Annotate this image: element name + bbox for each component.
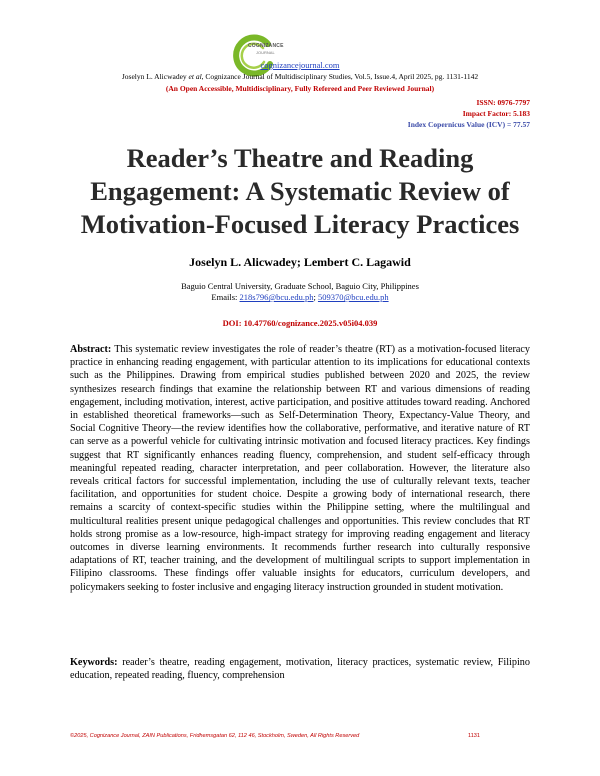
- email-link-2[interactable]: 509370@bcu.edu.ph: [317, 292, 389, 302]
- abstract-text: This systematic review investigates the role of reader’s theatre (RT) as a motivation-focused literacy practice in enhancing reading engagement, with particular attention to its implications for educational contexts such as the Philippines. Drawing from empirical studies published between 2020 and 2025, the review synthesizes research findings that examine the relationship between RT and various dimensions of reading engagement, including motivation, interest, active participation, and positive attitudes toward reading. Anchored in established theoretical frameworks—such as Self-Determination Theory, Expectancy-Value Theory, and Social Cognitive Theory—the review identifies how the collaborative, performative, and iterative nature of RT can serve as a powerful vehicle for cultivating intrinsic motivation and focused literacy practices. Key findings suggest that RT significantly enhances reading fluency, comprehension, and student self-efficacy through meaningful repeated reading, character interpretation, and peer collaboration. However, the literature also reveals critical factors for successful implementation, including the use of culturally relevant texts, teacher facilitation, and opportunities for student choice. Despite a growing body of international research, there remains a scarcity of context-specific studies within the Philippine setting, where the multilingual and multicultural realities present unique pedagogical challenges and opportunities. This review concludes that RT holds strong promise as a low-resource, high-impact strategy for improving reading engagement and literacy outcomes in diverse learning environments. It recommends further research into culturally responsive adaptations of RT, teacher training, and the development of multilingual scripts to support implementation in Filipino classrooms. These findings offer valuable insights for educators, curriculum developers, and policymakers seeking to foster inclusive and engaging literacy instruction grounded in student motivation.: [70, 344, 530, 593]
- keywords: [70, 656, 530, 682]
- emails-label: Emails:: [211, 292, 240, 302]
- citation-author: Joselyn L. Alicwadey: [121, 72, 187, 81]
- impact-factor: Impact Factor: 5.183: [462, 109, 530, 118]
- logo-text: COGNIZANCE: [248, 43, 284, 49]
- affiliation: Baguio Central University, Graduate School, Baguio City, Philippines: [181, 281, 419, 291]
- email-link-1[interactable]: 218s796@bcu.edu.ph: [239, 292, 314, 302]
- issn: ISSN: 0976-7797: [476, 98, 530, 107]
- access-note: (An Open Accessible, Multidisciplinary, Fully Refereed and Peer Reviewed Journal): [165, 84, 435, 93]
- keywords-label: Keywords:: [70, 657, 118, 668]
- citation-rest: , Cognizance Journal of Multidisciplinary Studies, Vol.5, Issue.4, April 2025, pg. 1131-1142: [201, 72, 479, 81]
- page-number: 1131: [468, 733, 481, 739]
- article-title: [0, 142, 600, 241]
- footer-copyright: ©2025, Cognizance Journal, ZAIN Publications, Fridhemsgatan 62, 112 46, Stockholm, Sweden, All Rights Reserved: [70, 733, 360, 739]
- citation-etal: et al: [188, 72, 202, 81]
- journal-site-link[interactable]: cognizancejournal.com: [260, 60, 340, 70]
- authors: Joselyn L. Alicwadey; Lembert C. Lagawid: [189, 255, 411, 269]
- doi[interactable]: DOI: 10.47760/cognizance.2025.v05i04.039: [222, 318, 378, 328]
- title-line-1: Reader’s Theatre and Reading: [126, 143, 474, 173]
- logo-subtext: JOURNAL: [256, 50, 275, 55]
- title-line-3: Motivation-Focused Literacy Practices: [80, 209, 520, 239]
- title-line-2: Engagement: A Systematic Review of: [90, 176, 510, 206]
- icv-value: Index Copernicus Value (ICV) = 77.57: [407, 120, 530, 129]
- abstract-label: Abstract:: [70, 344, 112, 355]
- keywords-text: reader’s theatre, reading engagement, motivation, literacy practices, systematic review, Filipino education, repeated reading, fluency, comprehension: [70, 657, 530, 682]
- citation-line: [0, 72, 600, 81]
- emails: [0, 292, 600, 302]
- abstract: [70, 343, 530, 594]
- email-separator: ;: [313, 292, 318, 302]
